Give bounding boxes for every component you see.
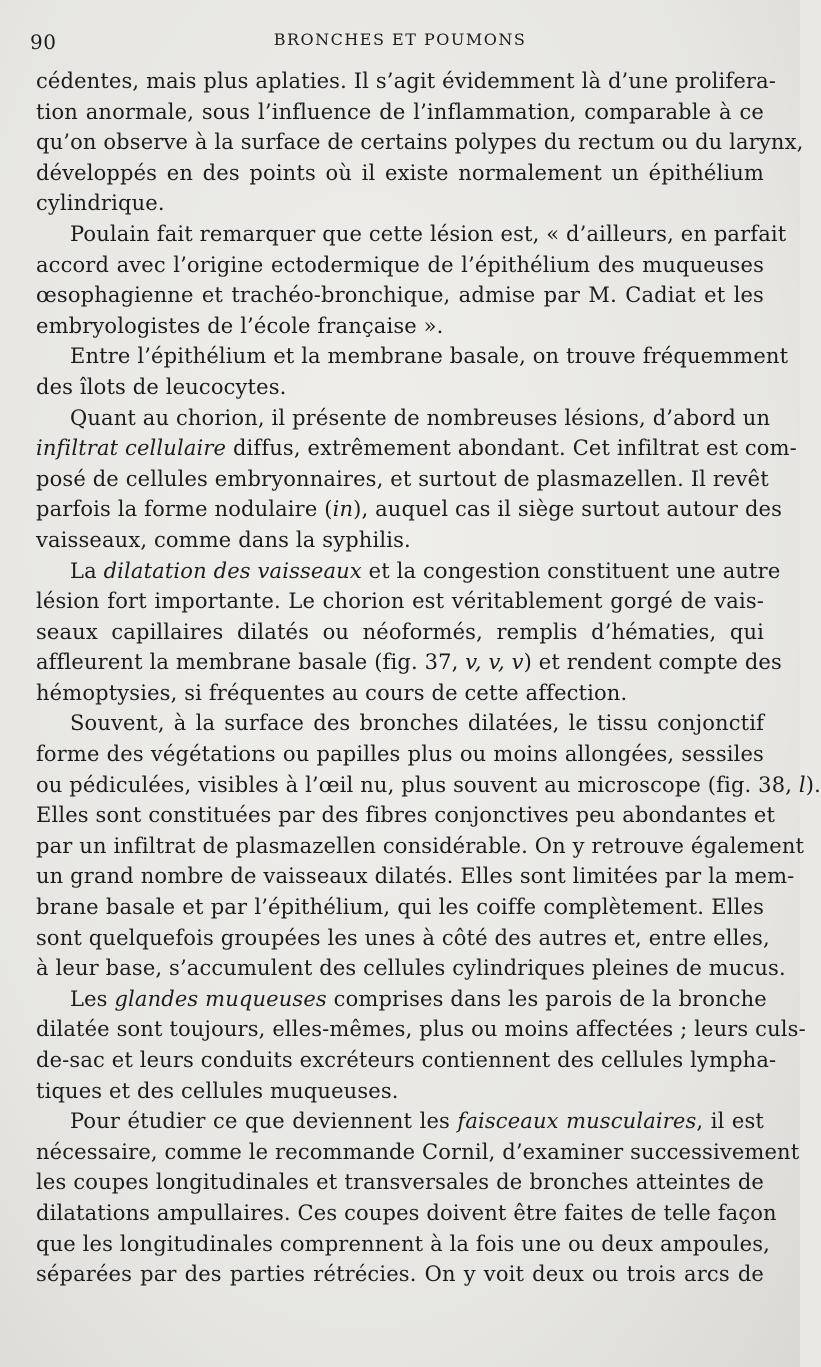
text-segment: que les longitudinales comprennent à la fois une ou deux ampoules,	[36, 1231, 770, 1256]
text-line	[36, 494, 783, 525]
text-segment: tion anormale, sous l’influence de l’inflammation, comparable à ce	[36, 99, 764, 124]
page-number: 90	[30, 30, 57, 54]
text-line	[36, 739, 764, 770]
text-segment: ou pédiculées, visibles à l’œil nu, plus souvent au microscope (fig. 38,	[36, 772, 799, 797]
text-segment: posé de cellules embryonnaires, et surtout de plasmazellen. Il revêt	[36, 466, 769, 491]
text-segment: Quant au chorion, il présente de nombreuses lésions, d’abord un	[70, 405, 771, 430]
text-segment: cylindrique.	[36, 191, 165, 216]
text-line	[36, 831, 805, 862]
text-segment: développés en des points où il existe normalement un épithélium	[36, 160, 764, 185]
text-line	[36, 1045, 777, 1076]
italic-term: dilatation des vaisseaux	[103, 558, 362, 583]
text-segment: cédentes, mais plus aplaties. Il s’agit évidemment là d’une prolifera-	[36, 69, 777, 93]
text-segment: un grand nombre de vaisseaux dilatés. Elles sont limitées par la mem-	[36, 864, 795, 889]
text-line	[36, 617, 764, 648]
text-line	[36, 525, 764, 556]
text-segment: dilatée sont toujours, elles-mêmes, plus ou moins affectées ; leurs culs-	[36, 1017, 806, 1042]
text-line	[36, 127, 804, 158]
text-line	[36, 311, 764, 342]
text-segment: Souvent, à la surface des bronches dilatées, le tissu conjonctif	[70, 711, 764, 736]
text-line	[36, 556, 781, 587]
text-segment: lésion fort importante. Le chorion est véritablement gorgé de vais-	[36, 589, 764, 614]
text-segment: brane basale et par l’épithélium, qui les coiffe complètement. Elles	[36, 895, 764, 920]
text-line	[36, 1076, 764, 1107]
text-segment: les coupes longitudinales et transversales de bronches atteintes de	[36, 1170, 764, 1195]
italic-term: l	[798, 772, 806, 797]
text-segment: qu’on observe à la surface de certains polypes du rectum ou du larynx,	[36, 130, 804, 155]
text-segment: embryologistes de l’école française ».	[36, 313, 444, 338]
text-segment: Les	[70, 986, 115, 1011]
text-line	[36, 647, 782, 678]
text-line	[36, 953, 786, 984]
text-line	[36, 372, 764, 403]
text-line	[36, 586, 764, 617]
text-segment: accord avec l’origine ectodermique de l’épithélium des muqueuses	[36, 252, 764, 277]
text-segment: par un infiltrat de plasmazellen considérable. On y retrouve également	[36, 833, 805, 858]
text-line	[36, 97, 764, 128]
text-line	[36, 403, 771, 434]
text-segment: tiques et des cellules muqueuses.	[36, 1078, 399, 1103]
text-line	[36, 1198, 777, 1229]
text-segment: ), auquel cas il siège surtout autour des	[353, 497, 783, 522]
text-segment: Entre l’épithélium et la membrane basale, on trouve fréquemment	[70, 344, 789, 369]
text-line	[36, 861, 795, 892]
text-line	[36, 250, 764, 281]
text-segment: , il est	[696, 1109, 764, 1134]
text-line	[36, 1259, 764, 1290]
text-segment: à leur base, s’accumulent des cellules cylindriques pleines de mucus.	[36, 956, 786, 981]
text-segment: parfois la forme nodulaire (	[36, 497, 333, 522]
text-segment: hémoptysies, si fréquentes au cours de cette affection.	[36, 680, 628, 705]
italic-term: glandes muqueuses	[114, 986, 327, 1011]
text-line	[36, 341, 789, 372]
text-segment: Poulain fait remarquer que cette lésion est, « d’ailleurs, en parfait	[70, 221, 787, 246]
text-segment: sont quelquefois groupées les unes à côté des autres et, entre elles,	[36, 925, 770, 950]
text-segment: de-sac et leurs conduits excréteurs contiennent des cellules lympha-	[36, 1048, 777, 1072]
text-line	[36, 158, 764, 189]
text-segment: dilatations ampullaires. Ces coupes doivent être faites de telle façon	[36, 1200, 777, 1225]
text-line	[36, 923, 770, 954]
text-line	[36, 1014, 806, 1045]
body-text	[36, 66, 821, 1290]
text-line	[36, 433, 797, 464]
text-line	[36, 1106, 764, 1137]
text-segment: forme des végétations ou papilles plus ou moins allongées, sessiles	[36, 742, 764, 767]
text-segment: vaisseaux, comme dans la syphilis.	[36, 527, 411, 552]
text-segment: affleurent la membrane basale (fig. 37,	[36, 650, 466, 675]
running-head: BRONCHES ET POUMONS	[273, 30, 527, 49]
text-line	[36, 219, 787, 250]
italic-term: v, v, v	[465, 650, 524, 675]
text-segment: ) et rendent compte des	[523, 650, 782, 675]
italic-term: in	[332, 497, 354, 522]
text-segment: nécessaire, comme le recommande Cornil, d’examiner successivement	[36, 1139, 800, 1164]
text-line	[36, 1229, 770, 1260]
text-line	[36, 678, 764, 709]
page-header	[30, 30, 770, 58]
text-segment: et la congestion constituent une autre	[361, 558, 781, 583]
text-line	[36, 464, 769, 495]
text-line	[36, 892, 764, 923]
text-segment: La	[70, 558, 104, 583]
text-line	[36, 280, 764, 311]
text-line	[36, 708, 764, 739]
text-line	[36, 770, 821, 801]
italic-term: infiltrat cellulaire	[36, 436, 227, 461]
text-segment: Pour étudier ce que deviennent les	[70, 1109, 458, 1134]
text-segment: séparées par des parties rétrécies. On y voit deux ou trois arcs de	[36, 1262, 764, 1287]
text-line	[36, 66, 777, 97]
text-line	[36, 188, 764, 219]
text-segment: seaux capillaires dilatés ou néoformés, remplis d’hématies, qui	[36, 619, 764, 644]
italic-term: faisceaux musculaires	[457, 1109, 697, 1134]
text-segment: des îlots de leucocytes.	[36, 374, 287, 399]
text-segment: comprises dans les parois de la bronche	[326, 986, 767, 1011]
text-line	[36, 1137, 800, 1168]
text-segment: Elles sont constituées par des fibres conjonctives peu abondantes et	[36, 803, 776, 828]
text-line	[36, 1167, 764, 1198]
text-line	[36, 800, 776, 831]
text-line	[36, 984, 767, 1015]
text-segment: diffus, extrêmement abondant. Cet infiltrat est com-	[226, 436, 797, 461]
text-segment: œsophagienne et trachéo-bronchique, admise par M. Cadiat et les	[36, 283, 764, 308]
text-segment: ).	[805, 772, 821, 797]
